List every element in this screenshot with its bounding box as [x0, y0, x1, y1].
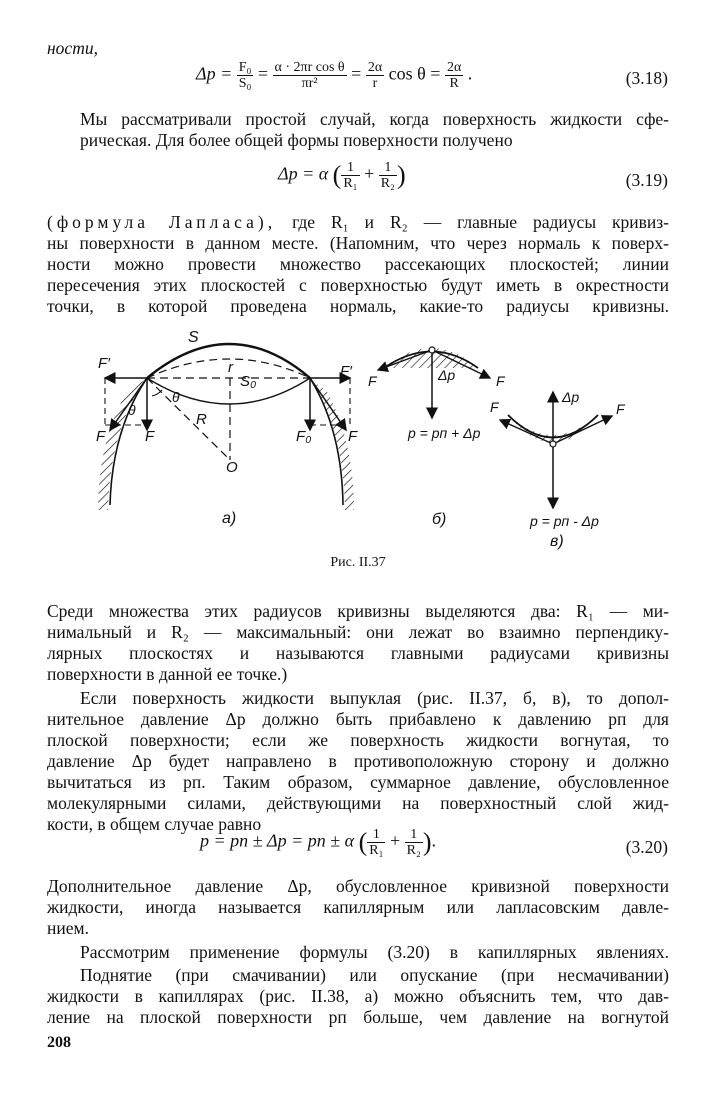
paragraph-line: нием.	[47, 918, 89, 938]
label-R: R	[196, 411, 207, 428]
equation-number: (3.19)	[625, 170, 668, 190]
label-part-b: б)	[432, 511, 447, 528]
figure-part-b	[368, 347, 506, 528]
eq-lhs: Δp =	[196, 63, 233, 84]
label-S: S	[188, 329, 199, 346]
paragraph-line: молекулярными силами, действующими на поверхностный слой жид-	[47, 793, 669, 813]
paragraph-line: кости, в общем случае равно	[47, 814, 262, 834]
paragraph-line: жидкости в капиллярах (рис. II.38, а) можно объяснить тем, что дав-	[47, 986, 669, 1006]
label-S0: S₀	[240, 373, 257, 390]
label-F: F	[490, 399, 499, 415]
label-F-prime-right: F′	[340, 363, 352, 380]
equation-3-18: Δp = $\frac{\text{F₀}}{\text{S₀}}$ = $\frac{\text{α · 2πr cos θ}}{\text{πr²}}$ = $\frac{2\alpha}{r}$ cos θ = $\frac{2\alpha}{R}$ .	[196, 60, 473, 91]
equation-number: (3.20)	[625, 837, 668, 857]
paragraph-line: нимальный и R₂ — максимальный: они лежат во взаимно перпендику-	[47, 622, 669, 642]
equation-number: (3.18)	[625, 68, 668, 88]
fraction: $\frac{\text{F₀}}{\text{S₀}}$	[238, 60, 252, 91]
label-delta-p: Δp	[562, 389, 580, 405]
paragraph-line: пересечения этих плоскостей с поверхностью будут иметь в окрестности	[47, 275, 669, 295]
label-F: F	[145, 428, 155, 445]
paragraph-line: Если поверхность жидкости выпуклая (рис. II.37, б, в), то допол-	[80, 688, 669, 708]
continued-word: ности,	[47, 38, 98, 58]
label-p-plus: p = pп + Δp	[408, 425, 481, 441]
paragraph-line: Поднятие (при смачивании) или опускание (при несмачивании)	[80, 965, 669, 985]
paragraph-line: Рассмотрим применение формулы (3.20) в капиллярных явлениях.	[80, 942, 669, 962]
paragraph-line: точки, в которой проведена нормаль, какие-то радиусы кривизны.	[47, 296, 669, 316]
paragraph-line: нительное давление Δp должно быть прибавлено к давлению pп для	[47, 709, 669, 729]
fraction: $\frac{1}{\text{R₂}}$	[380, 160, 395, 191]
label-part-c: в)	[550, 533, 564, 550]
paragraph-line: Среди множества этих радиусов кривизны выделяются два: R₁ — ми-	[47, 601, 669, 621]
equation-3-20: p = pп ± Δp = pп ± α ( $\frac{1}{\text{R₁}}$ + $\frac{1}{\text{R₂}}$ ).	[200, 827, 437, 858]
paragraph-line: плоской поверхности; если же поверхность жидкости вогнутая, то	[47, 730, 669, 750]
label-F0: F₀	[296, 428, 312, 445]
paragraph-line: ности можно провести множество рассекающих плоскостей; линии	[47, 254, 669, 274]
paragraph-line: поверхности в данной ее точке.)	[47, 664, 288, 684]
paragraph-line: ление на плоской поверхности pп больше, чем давление на вогнутой	[47, 1007, 669, 1027]
fraction: $\frac{1}{\text{R₂}}$	[406, 827, 421, 858]
fraction: $\frac{1}{\text{R₁}}$	[343, 160, 358, 191]
label-F: F	[348, 428, 358, 445]
paragraph-line: рическая. Для более общей формы поверхности получено	[80, 130, 513, 150]
paragraph-line: Мы рассматривали простой случай, когда поверхность жидкости сфе-	[80, 109, 669, 129]
label-theta: θ	[128, 402, 136, 418]
label-F: F	[616, 401, 625, 417]
label-F: F	[96, 428, 106, 445]
equation-3-19: Δp = α ( $\frac{1}{\text{R₁}}$ + $\frac{1}{\text{R₂}}$ )	[278, 160, 406, 191]
page-number: 208	[47, 1034, 71, 1051]
label-O: O	[226, 459, 238, 476]
label-F: F	[368, 373, 377, 389]
label-p-minus: p = pп - Δp	[530, 513, 599, 529]
paragraph-line: лярных плоскостях и называются главными радиусами кривизны	[47, 643, 669, 663]
paragraph-line: вычитаться из pп. Таким образом, суммарное давление, обусловленное	[47, 772, 669, 792]
figure-part-a	[96, 329, 358, 527]
label-r: r	[228, 359, 233, 376]
label-part-a: а)	[222, 510, 237, 527]
label-theta: θ	[172, 389, 180, 405]
fraction: $\frac{\text{α · 2πr cos θ}}{\text{πr²}}$	[274, 60, 345, 91]
label-F: F	[496, 373, 505, 389]
fraction: $\frac{2\alpha}{R}$	[446, 60, 462, 91]
figure-caption: Рис. II.37	[330, 555, 386, 570]
label-delta-p: Δp	[438, 367, 456, 383]
paragraph-line: ны поверхности в данном месте. (Напомним, что через нормаль к поверх-	[47, 233, 669, 253]
figure-ii-37	[0, 320, 716, 580]
figure-part-c	[490, 389, 626, 550]
fraction: $\frac{1}{\text{R₁}}$	[369, 827, 384, 858]
label-F-prime-left: F′	[98, 355, 110, 372]
fraction: $\frac{2\alpha}{r}$	[367, 60, 383, 91]
paragraph-line: Дополнительное давление Δp, обусловленное кривизной поверхности	[47, 876, 669, 896]
paragraph-line: давление Δp будет направлено в противоположную сторону и должно	[47, 751, 669, 771]
paragraph-line: жидкости, иногда называется капиллярным или лапласовским давле-	[47, 897, 669, 917]
paragraph-line: (формула Лапласа), где R₁ и R₂ — главные радиусы кривиз-	[47, 212, 669, 232]
